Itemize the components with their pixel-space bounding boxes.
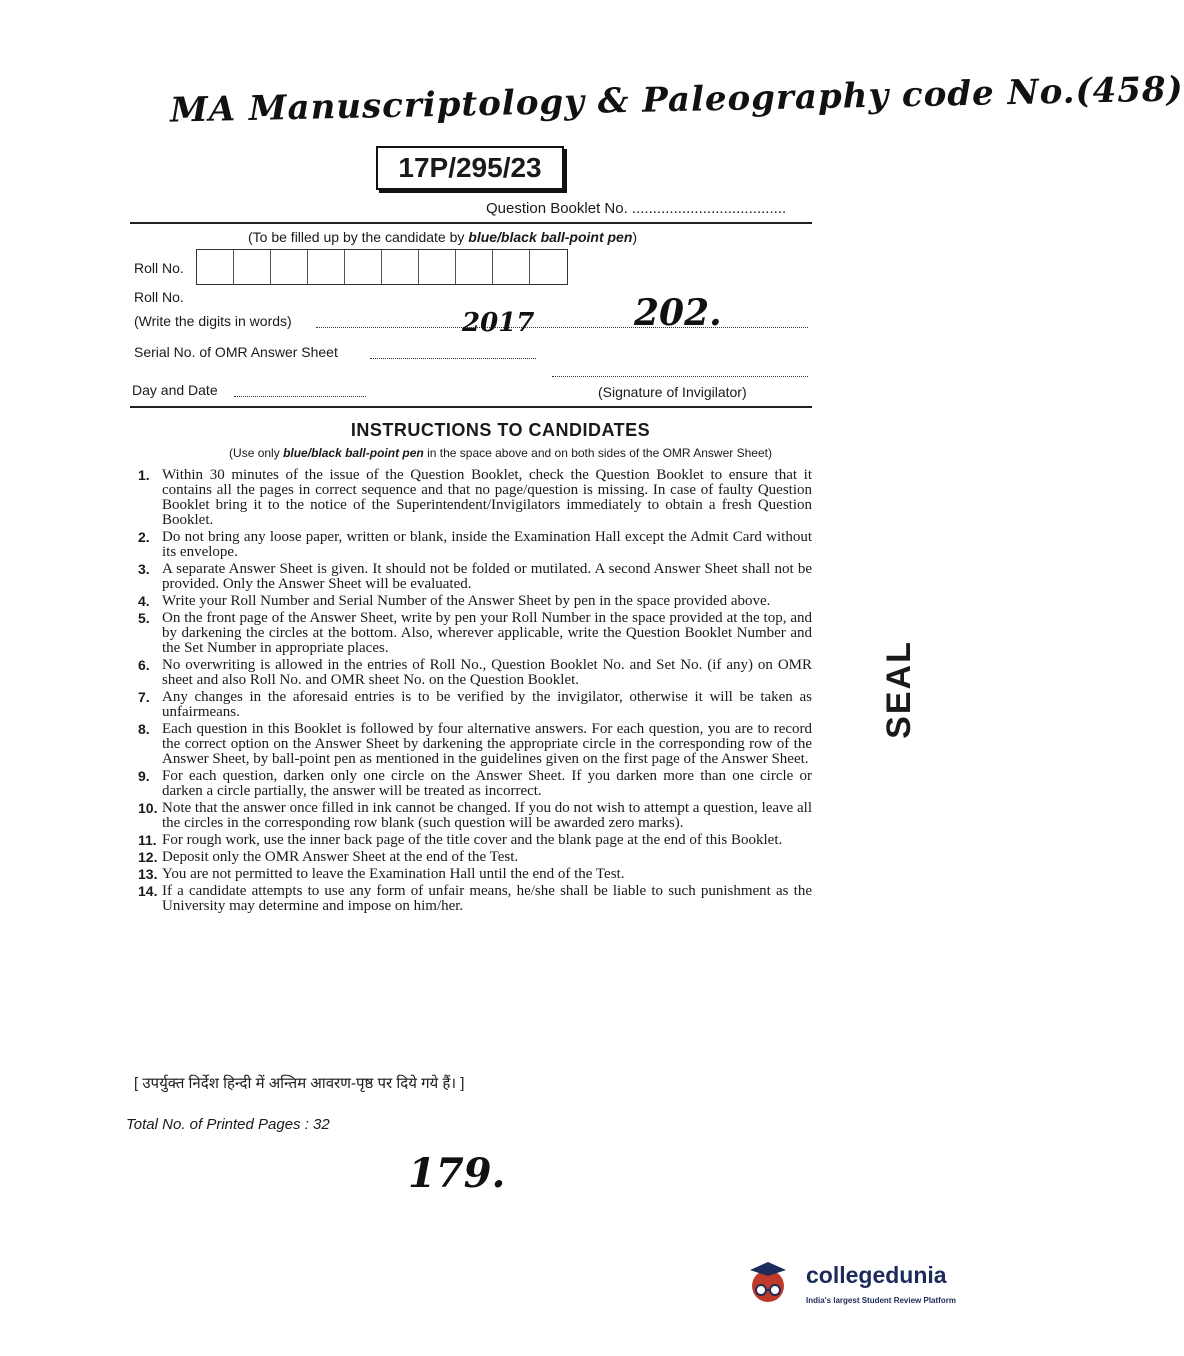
item-number: 7. xyxy=(138,689,150,705)
roll-words-handwriting-2: 202. xyxy=(634,292,722,334)
watermark-tagline: India's largest Student Review Platform xyxy=(806,1296,956,1305)
list-item xyxy=(138,468,812,528)
item-number: 9. xyxy=(138,768,150,784)
omr-serial-line[interactable] xyxy=(370,358,536,359)
item-text: For rough work, use the inner back page of the title cover and the blank page at the end of this Booklet. xyxy=(162,832,783,848)
roll-no-words-hint: (Write the digits in words) xyxy=(134,313,292,329)
roll-words-handwriting-1: 2017 xyxy=(462,308,535,338)
item-text: Note that the answer once filled in ink cannot be changed. If you do not wish to attempt a question, leave all the circles in the corresponding row blank (such question will be awarded zero marks). xyxy=(162,800,812,831)
fill-note-suffix: ) xyxy=(632,229,638,245)
handwritten-number: 179. xyxy=(408,1150,506,1197)
item-number: 5. xyxy=(138,610,150,626)
fill-note-prefix: (To be filled up by the candidate by xyxy=(248,229,469,245)
item-number: 4. xyxy=(138,593,150,609)
list-item xyxy=(138,722,812,767)
item-text: Any changes in the aforesaid entries is to be verified by the invigilator, otherwise it will be taken as unfairmeans. xyxy=(162,689,812,720)
item-text: Do not bring any loose paper, written or blank, inside the Examination Hall except the Admit Card without its envelope. xyxy=(162,529,812,560)
item-text: For each question, darken only one circle on the Answer Sheet. If you darken more than one circle or darken a circle partially, the answer will be treated as incorrect. xyxy=(162,768,812,799)
list-item xyxy=(138,594,812,609)
item-text: No overwriting is allowed in the entries of Roll No., Question Booklet No. and Set No. (if any) on OMR sheet and also Roll No. and OMR sheet No. on the Question Booklet. xyxy=(162,657,812,688)
item-number: 12. xyxy=(138,849,158,865)
item-text: Within 30 minutes of the issue of the Question Booklet, check the Question Booklet to ensure that it contains all the pages in correct sequence and that no page/question is missing. In case of faulty Question Booklet bring it to the notice of the Superintendent/Invigilators immediately to obtain a fresh Question Booklet. xyxy=(162,467,812,528)
item-text: On the front page of the Answer Sheet, write by pen your Roll Number in the space provided at the top, and by darkening the circles at the bottom. Also, wherever applicable, write the Question Booklet Number and the Set Number in appropriate places. xyxy=(162,610,812,656)
seal-label: SEAL xyxy=(879,640,918,739)
item-number: 6. xyxy=(138,657,150,673)
watermark-brand: collegedunia xyxy=(806,1262,947,1288)
item-number: 3. xyxy=(138,561,150,577)
instructions-title: INSTRUCTIONS TO CANDIDATES xyxy=(350,420,651,440)
list-item xyxy=(138,801,812,831)
item-number: 11. xyxy=(138,832,157,848)
fill-note xyxy=(248,229,637,245)
day-date-label: Day and Date xyxy=(132,382,218,398)
question-booklet-no-label: Question Booklet No. ..................................... xyxy=(486,200,787,217)
list-item xyxy=(138,769,812,799)
roll-no-words-label: Roll No. xyxy=(134,289,184,305)
item-text: You are not permitted to leave the Examination Hall until the end of the Test. xyxy=(162,866,625,882)
roll-no-label: Roll No. xyxy=(134,260,184,276)
list-item xyxy=(138,884,812,914)
list-item xyxy=(138,658,812,688)
instructions-list xyxy=(138,468,812,916)
item-text: Each question in this Booklet is followed by four alternative answers. For each question, you are to record the correct option on the Answer Sheet by darkening the appropriate circle in the corresponding row of the Answer Sheet, by ball-point pen as mentioned in the guidelines given on the first page of the Answer Sheet. xyxy=(162,721,812,767)
handwritten-course-title: MA Manuscriptology & Paleography code No.(458) xyxy=(169,69,1184,131)
item-text: Deposit only the OMR Answer Sheet at the end of the Test. xyxy=(162,849,519,865)
item-text: If a candidate attempts to use any form of unfair means, he/she shall be liable to such punishment as the University may determine and impose on him/her. xyxy=(162,883,812,914)
list-item xyxy=(138,833,812,848)
hindi-note: [ उपर्युक्त निर्देश हिन्दी में अन्तिम आवरण-पृष्ठ पर दिये गये हैं। ] xyxy=(134,1075,465,1092)
list-item xyxy=(138,690,812,720)
instructions-subtitle xyxy=(0,446,1001,460)
item-text: A separate Answer Sheet is given. It should not be folded or mutilated. A second Answer Sheet shall not be provided. Only the Answer Sheet will be evaluated. xyxy=(162,561,812,592)
day-date-line[interactable] xyxy=(234,396,366,397)
list-item xyxy=(138,562,812,592)
omr-serial-label: Serial No. of OMR Answer Sheet xyxy=(134,344,338,360)
item-number: 2. xyxy=(138,529,150,545)
item-number: 8. xyxy=(138,721,150,737)
item-number: 13. xyxy=(138,866,158,882)
divider-top xyxy=(130,222,812,224)
divider-bottom xyxy=(130,406,812,408)
booklet-code: 17P/295/23 xyxy=(376,146,564,190)
roll-words-line[interactable] xyxy=(316,327,808,328)
subtitle-suffix: in the space above and on both sides of the OMR Answer Sheet) xyxy=(423,446,772,460)
item-number: 14. xyxy=(138,883,158,899)
total-printed-pages: Total No. of Printed Pages : 32 xyxy=(126,1116,330,1133)
list-item xyxy=(138,530,812,560)
item-number: 10. xyxy=(138,800,158,816)
list-item xyxy=(138,611,812,656)
list-item xyxy=(138,850,812,865)
item-text: Write your Roll Number and Serial Number of the Answer Sheet by pen in the space provided above. xyxy=(162,593,771,609)
signature-line[interactable] xyxy=(552,376,808,377)
subtitle-prefix: (Use only xyxy=(229,446,284,460)
signature-label: (Signature of Invigilator) xyxy=(598,384,747,400)
item-number: 1. xyxy=(138,467,150,483)
subtitle-emph: blue/black ball-point pen xyxy=(283,446,424,460)
roll-no-boxes[interactable] xyxy=(196,249,568,285)
fill-note-emph: blue/black ball-point pen xyxy=(468,229,633,245)
list-item xyxy=(138,867,812,882)
